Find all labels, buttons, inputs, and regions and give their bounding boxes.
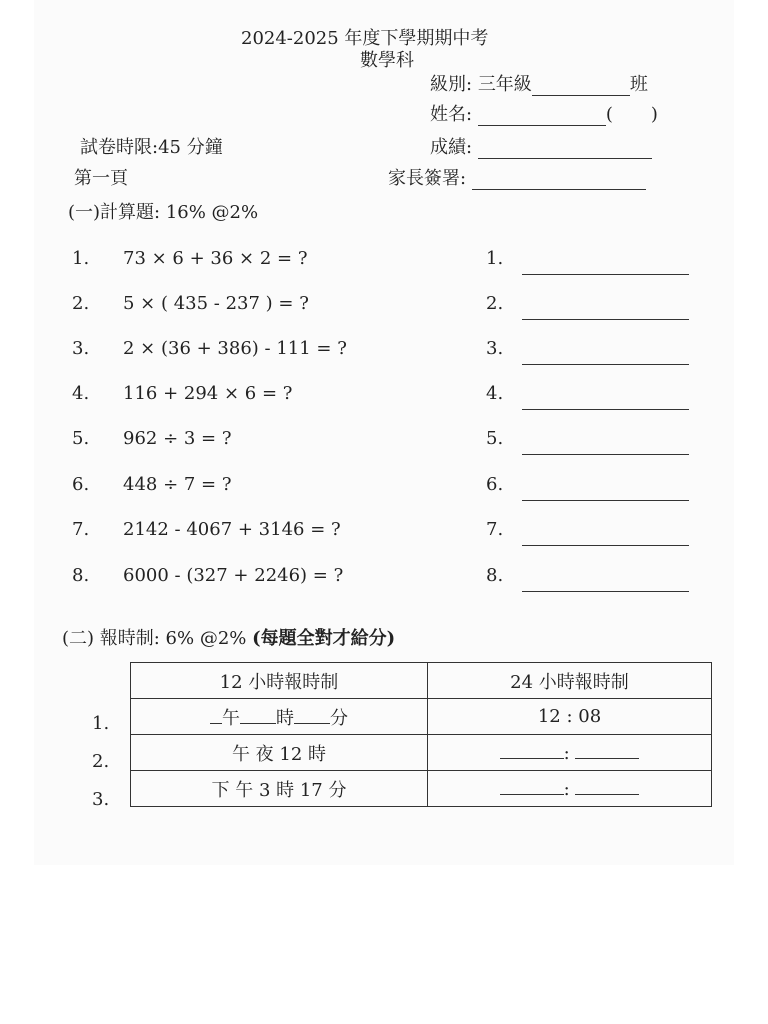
question-number: 6. <box>72 474 90 495</box>
question-number: 5. <box>72 428 90 449</box>
answer-line[interactable] <box>522 319 689 320</box>
hour-blank[interactable] <box>500 778 564 795</box>
column-header-12h: 12 小時報時制 <box>131 663 428 699</box>
answer-number: 3. <box>486 338 504 359</box>
name-paren-open: ( <box>605 104 613 125</box>
score-blank[interactable] <box>478 158 652 159</box>
answer-number: 4. <box>486 383 504 404</box>
class-row <box>430 70 648 96</box>
cell-12h <box>131 699 428 735</box>
cell-text: 午 <box>222 707 240 729</box>
class-suffix: 班 <box>629 74 648 95</box>
answer-number: 6. <box>486 474 504 495</box>
page-label: 第一頁 <box>74 168 128 189</box>
name-label: 姓名: <box>430 104 473 125</box>
period-blank[interactable] <box>210 707 222 724</box>
question-number: 7. <box>72 519 90 540</box>
score-row <box>430 133 652 159</box>
section2-heading <box>62 624 395 650</box>
cell-text: 分 <box>330 707 348 729</box>
time-conversion-table <box>130 662 712 807</box>
question-number: 1. <box>72 248 90 269</box>
name-row <box>430 100 658 126</box>
cell-24h <box>428 771 712 807</box>
colon: : <box>563 778 570 800</box>
answer-line[interactable] <box>522 274 689 275</box>
row-number: 3. <box>92 789 110 810</box>
hour-blank[interactable] <box>500 742 564 759</box>
question-expression: 73 × 6 + 36 × 2 = ? <box>123 248 308 269</box>
subject-title: 數學科 <box>360 50 414 71</box>
table-header-row <box>131 663 712 699</box>
answer-line[interactable] <box>522 409 689 410</box>
answer-number: 2. <box>486 293 504 314</box>
class-blank[interactable] <box>532 95 630 96</box>
row-number: 2. <box>92 751 110 772</box>
grade-text: 三年級 <box>477 74 532 95</box>
question-number: 3. <box>72 338 90 359</box>
section1-title: (一)計算題: 16% @2% <box>68 202 259 223</box>
cell-24h: 12 : 08 <box>428 699 712 735</box>
section2-title: (二) 報時制: 6% @2% <box>62 628 247 649</box>
minute-blank[interactable] <box>294 707 330 724</box>
question-number: 4. <box>72 383 90 404</box>
answer-line[interactable] <box>522 545 689 546</box>
score-label: 成績: <box>430 137 473 158</box>
signature-blank[interactable] <box>472 189 646 190</box>
cell-24h <box>428 735 712 771</box>
answer-line[interactable] <box>522 454 689 455</box>
question-number: 8. <box>72 565 90 586</box>
answer-line[interactable] <box>522 500 689 501</box>
answer-line[interactable] <box>522 364 689 365</box>
class-label: 級別: <box>430 74 473 95</box>
question-expression: 448 ÷ 7 = ? <box>123 474 232 495</box>
exam-title: 2024-2025 年度下學期期中考 <box>241 28 489 49</box>
table-row <box>131 771 712 807</box>
colon: : <box>563 742 570 764</box>
answer-number: 8. <box>486 565 504 586</box>
signature-row <box>388 164 646 190</box>
table-row <box>131 699 712 735</box>
hour-blank[interactable] <box>240 707 276 724</box>
time-limit: 試卷時限:45 分鐘 <box>80 137 223 158</box>
question-expression: 116 + 294 × 6 = ? <box>123 383 293 404</box>
cell-text: 時 <box>276 707 294 729</box>
answer-number: 5. <box>486 428 504 449</box>
question-expression: 962 ÷ 3 = ? <box>123 428 232 449</box>
table-row <box>131 735 712 771</box>
minute-blank[interactable] <box>575 778 639 795</box>
cell-12h: 下 午 3 時 17 分 <box>131 771 428 807</box>
cell-12h: 午 夜 12 時 <box>131 735 428 771</box>
name-blank[interactable] <box>478 125 606 126</box>
name-paren-close: ) <box>650 104 658 125</box>
section2-note: (每題全對才給分) <box>252 628 396 649</box>
question-expression: 2142 - 4067 + 3146 = ? <box>123 519 341 540</box>
signature-label: 家長簽署: <box>388 168 467 189</box>
answer-number: 1. <box>486 248 504 269</box>
row-number: 1. <box>92 713 110 734</box>
minute-blank[interactable] <box>575 742 639 759</box>
column-header-24h: 24 小時報時制 <box>428 663 712 699</box>
answer-number: 7. <box>486 519 504 540</box>
question-expression: 6000 - (327 + 2246) = ? <box>123 565 344 586</box>
question-expression: 2 × (36 + 386) - 111 = ? <box>123 338 347 359</box>
answer-line[interactable] <box>522 591 689 592</box>
question-number: 2. <box>72 293 90 314</box>
question-expression: 5 × ( 435 - 237 ) = ? <box>123 293 309 314</box>
